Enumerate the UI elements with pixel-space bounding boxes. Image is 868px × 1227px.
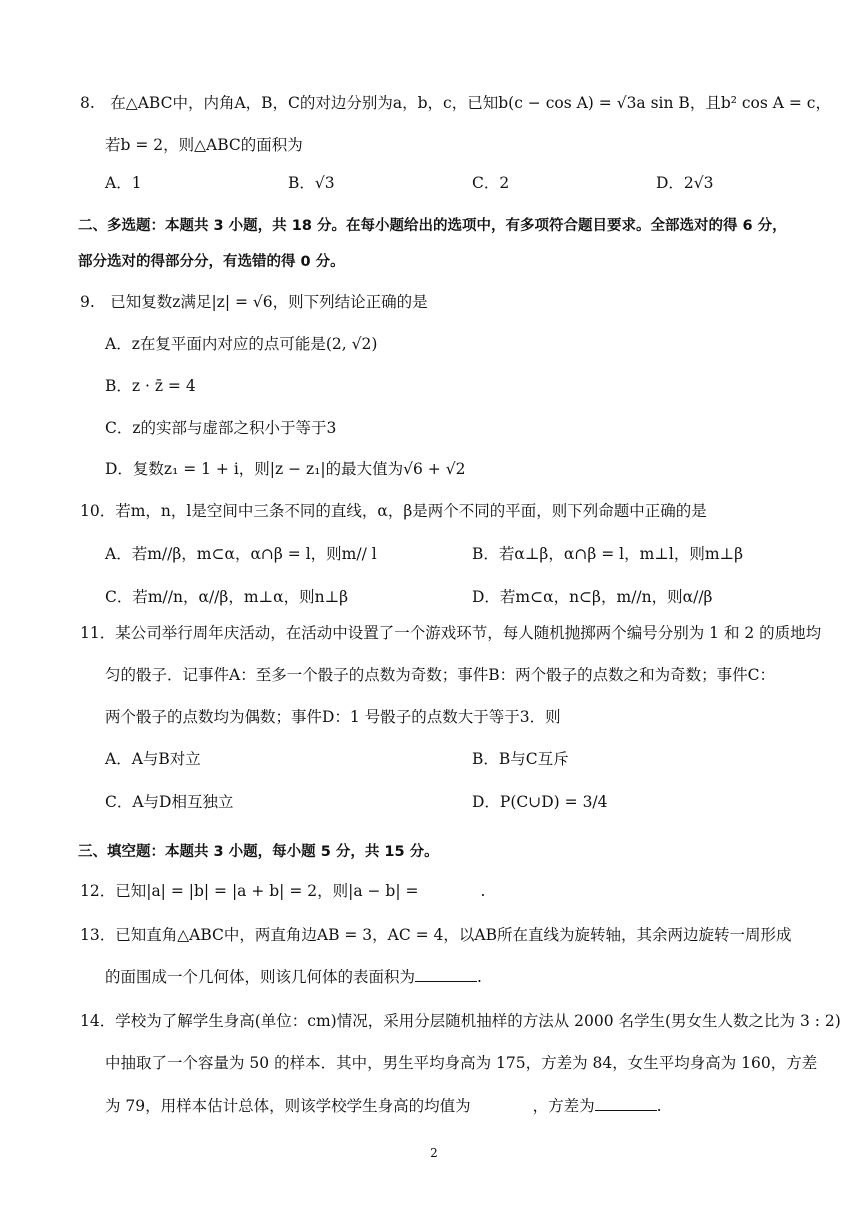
section3-heading: 三、填空题：本题共 3 小题，每小题 5 分，共 15 分。: [78, 844, 439, 860]
q11-line2: 匀的骰子．记事件A：至多一个骰子的点数为奇数；事件B：两个骰子的点数之和为奇数；事件C：: [105, 666, 775, 684]
q13-line2-wrap: [105, 966, 482, 988]
q11-option-c: C．A与D相互独立: [105, 793, 234, 811]
q14-end: .: [656, 1097, 662, 1115]
q12-end: .: [480, 882, 486, 900]
q10-option-d: D．若m⊂α，n⊂β，m//n，则α//β: [472, 588, 713, 606]
q12-text: 12．已知|a| = |b| = |a + b| = 2，则|a − b| =: [80, 882, 419, 900]
q10-stem: 10．若m，n，l是空间中三条不同的直线，α，β是两个不同的平面，则下列命题中正确的是: [80, 502, 707, 520]
section2-heading-cont: 部分选对的得部分分，有选错的得 0 分。: [78, 254, 345, 270]
q8-option-a: A．1: [105, 174, 142, 192]
q8-line1: 8. 在△ABC中，内角A，B，C的对边分别为a，b，c，已知b(c − cos A) = √3a sin B，且b² cos A = c，: [80, 94, 831, 112]
q8-line2: 若b = 2，则△ABC的面积为: [105, 136, 303, 154]
q14-line3: [105, 1095, 662, 1117]
q11-option-a: A．A与B对立: [105, 750, 201, 768]
q9-stem: 9. 已知复数z满足|z| = √6，则下列结论正确的是: [80, 293, 428, 311]
q14-answer-blank-variance[interactable]: [595, 1096, 657, 1111]
q13-end: .: [477, 968, 482, 986]
q11-line3: 两个骰子的点数均为偶数；事件D：1 号骰子的点数大于等于3．则: [105, 708, 561, 726]
q10-option-c: C．若m//n，α//β，m⊥α，则n⊥β: [105, 588, 349, 606]
q13-line1: 13．已知直角△ABC中，两直角边AB = 3，AC = 4，以AB所在直线为旋转轴，其余两边旋转一周形成: [80, 926, 792, 944]
q14-line3-part2: ，方差为: [532, 1097, 595, 1115]
q9-option-a: A．z在复平面内对应的点可能是(2, √2): [105, 335, 378, 353]
q9-option-c: C．z的实部与虚部之积小于等于3: [105, 419, 337, 437]
q14-line1: 14．学校为了解学生身高(单位：cm)情况，采用分层随机抽样的方法从 2000 名学生(男女生人数之比为 3 : 2): [80, 1012, 841, 1030]
q8-option-d: D．2√3: [656, 174, 714, 192]
q12-line: [80, 880, 485, 902]
q8-option-b: B．√3: [288, 174, 335, 192]
q14-line3-part1: 为 79，用样本估计总体，则该学校学生身高的均值为: [105, 1097, 471, 1115]
page-number: 2: [430, 1146, 438, 1160]
q11-line1: 11．某公司举行周年庆活动，在活动中设置了一个游戏环节，每人随机抛掷两个编号分别为 1 和 2 的质地均: [80, 624, 822, 642]
q9-option-b: B．z · z̄ = 4: [105, 377, 196, 395]
q13-line2: 的面围成一个几何体，则该几何体的表面积为: [105, 968, 416, 986]
section2-heading: 二、多选题：本题共 3 小题，共 18 分。在每小题给出的选项中，有多项符合题目要求。全部选对的得 6 分，: [78, 218, 787, 234]
q9-option-d: D．复数z₁ = 1 + i，则|z − z₁|的最大值为√6 + √2: [105, 460, 466, 478]
q14-line2: 中抽取了一个容量为 50 的样本．其中，男生平均身高为 175，方差为 84，女生平均身高为 160，方差: [105, 1054, 818, 1072]
q8-option-c: C．2: [472, 174, 510, 192]
q11-option-d: D．P(C∪D) = 3/4: [472, 793, 608, 811]
q13-answer-blank[interactable]: [415, 967, 477, 982]
q10-option-b: B．若α⊥β，α∩β = l，m⊥l，则m⊥β: [472, 545, 744, 563]
q11-option-b: B．B与C互斥: [472, 750, 569, 768]
q10-option-a: A．若m//β，m⊂α，α∩β = l，则m// l: [105, 545, 377, 563]
